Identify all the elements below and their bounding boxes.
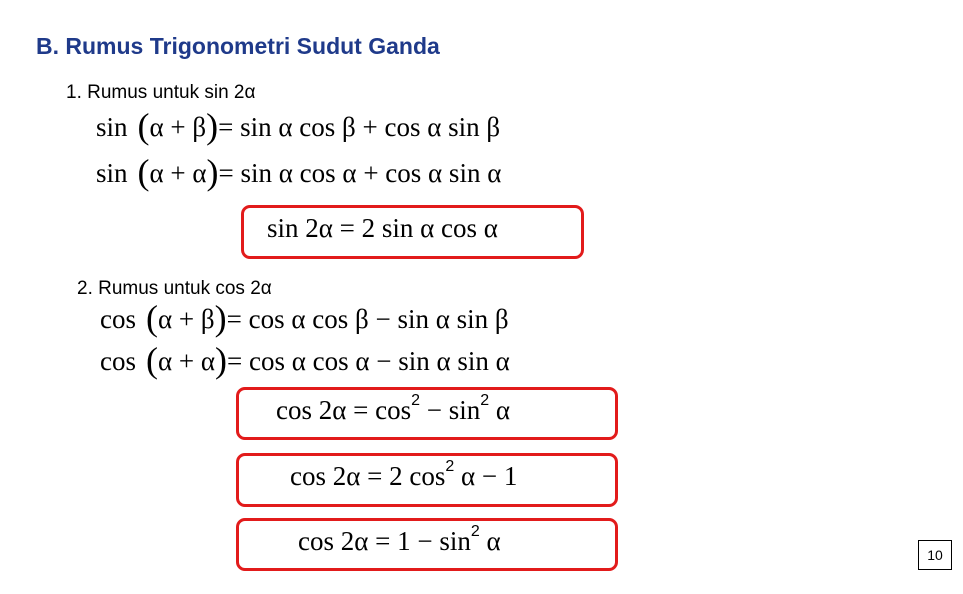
- cos2a-result3: [298, 523, 501, 557]
- section2-heading: 2. Rumus untuk cos 2α: [77, 278, 272, 299]
- sin2a-lhs: sin 2α: [267, 213, 333, 243]
- cos2a-r3-lhs: cos 2α = 1 − sin: [298, 526, 471, 556]
- sin-sum-arg: α + β: [149, 112, 207, 142]
- cos2a-r1-exp2: 2: [480, 392, 490, 409]
- sin2a-rhs: = 2 sin α cos α: [339, 213, 498, 243]
- cos-sum-arg: α + β: [158, 304, 215, 334]
- page-number: 10: [918, 540, 952, 570]
- cos2a-r3-tail: α: [479, 526, 501, 556]
- cos-double-rhs: = cos α cos α − sin α sin α: [227, 346, 510, 376]
- cos-sum-formula: cos (α + β)= cos α cos β − sin α sin β: [100, 298, 509, 338]
- cos2a-r3-exp: 2: [470, 523, 480, 540]
- sin-double-expansion: sin (α + α)= sin α cos α + cos α sin α: [96, 152, 502, 192]
- cos2a-result2: [290, 458, 518, 492]
- section1-heading: 1. Rumus untuk sin 2α: [66, 82, 256, 103]
- cos2a-r2-tail: α − 1: [454, 461, 518, 491]
- cos2a-r2-exp: 2: [445, 458, 455, 475]
- sin-double-fn: sin: [96, 158, 128, 188]
- cos2a-r1-lhs: cos 2α = cos: [276, 395, 412, 425]
- cos-sum-fn: cos: [100, 304, 136, 334]
- cos-double-fn: cos: [100, 346, 136, 376]
- page-title: B. Rumus Trigonometri Sudut Ganda: [36, 33, 440, 59]
- sin-double-arg: α + α: [149, 158, 207, 188]
- cos2a-r2-lhs: cos 2α = 2 cos: [290, 461, 446, 491]
- sin-sum-rhs: = sin α cos β + cos α sin β: [218, 112, 501, 142]
- sin-double-rhs: = sin α cos α + cos α sin α: [218, 158, 502, 188]
- sin-sum-fn: sin: [96, 112, 128, 142]
- sin-sum-formula: sin (α + β)= sin α cos β + cos α sin β: [96, 106, 501, 146]
- cos-sum-rhs: = cos α cos β − sin α sin β: [226, 304, 509, 334]
- cos2a-r1-exp1: 2: [411, 392, 421, 409]
- sin2a-result: [267, 213, 498, 244]
- cos2a-r1-tail: α: [489, 395, 511, 425]
- cos-double-arg: α + α: [158, 346, 216, 376]
- cos2a-result1: [276, 392, 511, 426]
- cos-double-expansion: cos (α + α)= cos α cos α − sin α sin α: [100, 340, 510, 380]
- cos2a-r1-mid: − sin: [420, 395, 481, 425]
